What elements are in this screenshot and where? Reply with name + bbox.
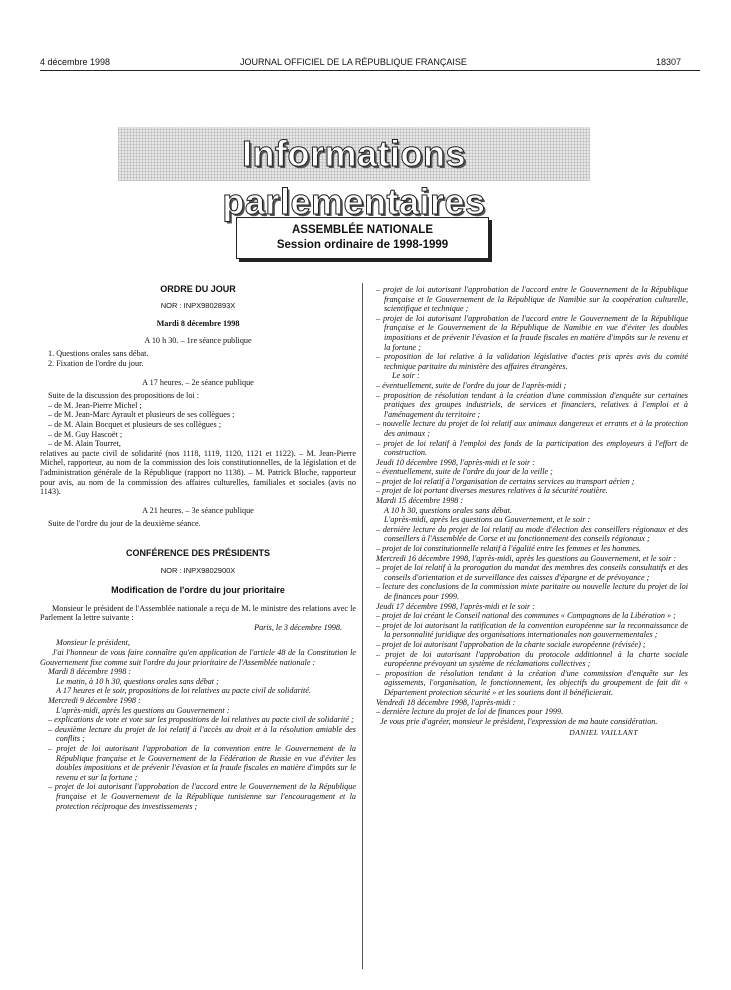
seance2-title: A 17 heures. – 2e séance publique — [142, 377, 254, 387]
agenda-item: – éventuellement, suite de l'ordre du jour de l'après-midi ; — [376, 380, 567, 390]
mardi-8-matin: Le matin, à 10 h 30, questions orales sans débat ; — [56, 676, 219, 686]
date-vendredi-18: Vendredi 18 décembre 1998, l'après-midi : — [376, 697, 516, 707]
seance2-item: – de M. Guy Hascoët ; — [48, 429, 123, 439]
agenda-item: – deuxième lecture du projet de loi relatif à l'accès au droit et à la résolution amiable des conflits ; — [48, 724, 356, 744]
modif-heading: Modification de l'ordre du jour prioritaire — [111, 585, 285, 596]
agenda-item: – proposition de loi relative à la validation législative d'actes pris après avis du comité technique paritaire du ministère des affaires étrangères. — [376, 352, 688, 371]
header-date: 4 décembre 1998 — [40, 57, 111, 67]
agenda-item: – éventuellement, suite de l'ordre du jour de la veille ; — [376, 467, 553, 477]
left-column — [40, 285, 356, 811]
letter-closing: Je vous prie d'agréer, monsieur le président, l'expression de ma haute considération. — [380, 716, 658, 726]
banner-title: Informations parlementaires — [222, 133, 486, 222]
agenda-item: – projet de loi créant le Conseil national des communes « Compagnons de la Libération » ; — [376, 611, 676, 621]
column-divider — [362, 283, 363, 969]
agenda-item: – nouvelle lecture du projet de loi relatif aux animaux dangereux et errants et à la protection des animaux ; — [376, 419, 688, 438]
mardi-15-am: L'après-midi, après les questions au Gouvernement, et le soir : — [384, 515, 591, 525]
agenda-item: – proposition de résolution tendant à la création d'une commission d'enquête sur certaines pratiques des groupes industriels, de services et financiers, relatives à l'emploi et à l'aménagement du territoire ; — [376, 390, 688, 419]
seance2-item: – de M. Jean-Marc Ayrault et plusieurs de ses collègues ; — [48, 410, 235, 420]
letter-place-date: Paris, le 3 décembre 1998. — [254, 622, 342, 632]
signature: DANIEL VAILLANT — [569, 728, 638, 738]
agenda-item: – lecture des conclusions de la commission mixte paritaire ou nouvelle lecture du projet de loi de finances pour 1999. — [376, 582, 688, 601]
seance3-title: A 21 heures. – 3e séance publique — [142, 505, 254, 515]
assembly-session: Session ordinaire de 1998-1999 — [276, 239, 449, 251]
agenda-item: – projet de loi relatif à la prorogation du mandat des membres des conseils consultatifs et des conseils d'orientation et de surveillance des caisses d'épargne et de prévoyance ; — [376, 563, 688, 582]
cp-heading: CONFÉRENCE DES PRÉSIDENTS — [125, 547, 271, 558]
mercredi-9-am: L'après-midi, après les questions au Gouvernement : — [56, 705, 230, 715]
agenda-item: – projet de loi autorisant l'approbation du protocole additionnel à la charte sociale européenne prévoyant un système de réclamations collectives ; — [376, 649, 688, 669]
seance1-title: A 10 h 30. – 1re séance publique — [144, 335, 252, 345]
date-mardi-15: Mardi 15 décembre 1998 : — [376, 496, 464, 506]
agenda-item: – explications de vote et vote sur les propositions de loi relatives au pacte civil de solidarité ; — [48, 715, 354, 725]
header-journal: JOURNAL OFFICIEL DE LA RÉPUBLIQUE FRANÇAISE — [240, 57, 467, 67]
agenda-item: – projet de loi autorisant l'approbation de la charte sociale européenne (révisée) ; — [376, 639, 646, 649]
date-mardi-8: Mardi 8 décembre 1998 : — [48, 667, 132, 677]
agenda-item: – projet de loi autorisant l'approbation de la convention entre le Gouvernement de la République française et le Gouvernement de la Fédération de Russie en vue d'éviter les doubles impositions et de prévenir l'évasion et la fraude fiscales en matière d'impôts sur le revenu et sur la fortune ; — [48, 743, 356, 782]
letter-intro: Monsieur le président de l'Assemblée nationale a reçu de M. le ministre des relations avec le Parlement la lettre suivante : — [40, 603, 356, 623]
seance2-item: – de M. Alain Bocquet et plusieurs de ses collègues ; — [48, 419, 222, 429]
seance1-item: 1. Questions orales sans débat. — [48, 349, 149, 359]
agenda-item: – projet de loi autorisant l'approbation de l'accord entre le Gouvernement de la République française et le Gouvernement de la République tunisienne sur l'encouragement et la protection réciproque des investissements ; — [48, 782, 356, 811]
seance3-text: Suite de l'ordre du jour de la deuxième séance. — [48, 519, 201, 529]
header-page-number: 18307 — [656, 57, 682, 67]
mardi-15-matin: A 10 h 30, questions orales sans débat. — [384, 505, 512, 515]
cp-nor: NOR : INPX9802900X — [160, 566, 236, 576]
letter-salutation: Monsieur le président, — [56, 638, 130, 648]
agenda-item: – projet de loi portant diverses mesures relatives à la sécurité routière. — [376, 486, 608, 496]
odj-nor: NOR : INPX9802893X — [160, 300, 236, 310]
letter-paragraph: J'ai l'honneur de vous faire connaître qu'en application de l'article 48 de la Constitution le Gouvernement fixe comme suit l'ordre du jour prioritaire de l'Assemblée nationale : — [40, 648, 356, 667]
date-mercredi-16: Mercredi 16 décembre 1998, l'après-midi, après les questions au Gouvernement, et le soir : — [376, 553, 677, 563]
le-soir: Le soir : — [392, 371, 420, 381]
seance2-item: – de M. Alain Tourret, — [48, 439, 121, 449]
seance2-item: – de M. Jean-Pierre Michel ; — [48, 400, 142, 410]
seance1-item: 2. Fixation de l'ordre du jour. — [48, 358, 144, 368]
right-column — [368, 285, 688, 738]
seance2-text: relatives au pacte civil de solidarité (nos 1118, 1119, 1120, 1121 et 1122). – M. Jean-Pierre Michel, rapporteur, au nom de la commission des lois constitutionnelles, de la législation et de l'administration générale de la République (rapport no 1138). – M. Patrick Bloche, rapporteur pour avis, au nom de la commission des affaires culturelles, familiales et sociales (avis no 1143). — [40, 448, 356, 497]
agenda-item: – projet de loi autorisant la ratification de la convention européenne sur la reconnaissance de la personnalité juridique des organisations internationales non gouvernementales ; — [376, 620, 688, 640]
agenda-item: – projet de loi autorisant l'approbation de l'accord entre le Gouvernement de la République française et le Gouvernement de la République de Namibie sur la coopération culturelle, scientifique et technique ; — [376, 285, 688, 314]
odj-heading: ORDRE DU JOUR — [160, 284, 236, 294]
agenda-item: – dernière lecture du projet de loi de finances pour 1999. — [376, 707, 564, 717]
agenda-item: – projet de loi constitutionnelle relatif à l'égalité entre les femmes et les hommes. — [376, 544, 642, 554]
date-jeudi-17: Jeudi 17 décembre 1998, l'après-midi et le soir : — [376, 601, 536, 611]
agenda-item: – dernière lecture du projet de loi relatif au mode d'élection des conseillers régionaux et des conseillers à l'Assemblée de Corse et au fonctionnement des conseils régionaux ; — [376, 524, 688, 544]
header-rule — [40, 70, 700, 71]
agenda-item: – projet de loi relatif à l'emploi des fonds de la participation des employeurs à l'effort de construction. — [376, 438, 688, 458]
date-mercredi-9: Mercredi 9 décembre 1998 : — [48, 696, 141, 705]
agenda-item: – proposition de résolution tendant à la création d'une commission d'enquête sur les agissements, l'organisation, le fonctionnement, les objectifs du groupement de fait dit « Département protection sécurité » et les soutiens dont il bénéficierait. — [376, 668, 688, 697]
assembly-title: ASSEMBLÉE NATIONALE — [292, 224, 433, 236]
seance2-intro: Suite de la discussion des propositions de loi : — [48, 391, 200, 401]
date-jeudi-10: Jeudi 10 décembre 1998, l'après-midi et le soir : — [376, 457, 536, 467]
agenda-item: – projet de loi autorisant l'approbation de l'accord entre le Gouvernement de la République française et le Gouvernement de la République de Namibie en vue d'éviter les doubles impositions et de prévenir l'évasion et la fraude fiscales en matière d'impôts sur le revenu et la fortune ; — [376, 313, 688, 352]
agenda-item: – projet de loi relatif à l'organisation de certains services au transport aérien ; — [376, 476, 635, 486]
assembly-box — [236, 217, 489, 259]
odj-date: Mardi 8 décembre 1998 — [156, 319, 240, 329]
mardi-8-17h: A 17 heures et le soir, propositions de loi relatives au pacte civil de solidarité. — [56, 686, 311, 696]
